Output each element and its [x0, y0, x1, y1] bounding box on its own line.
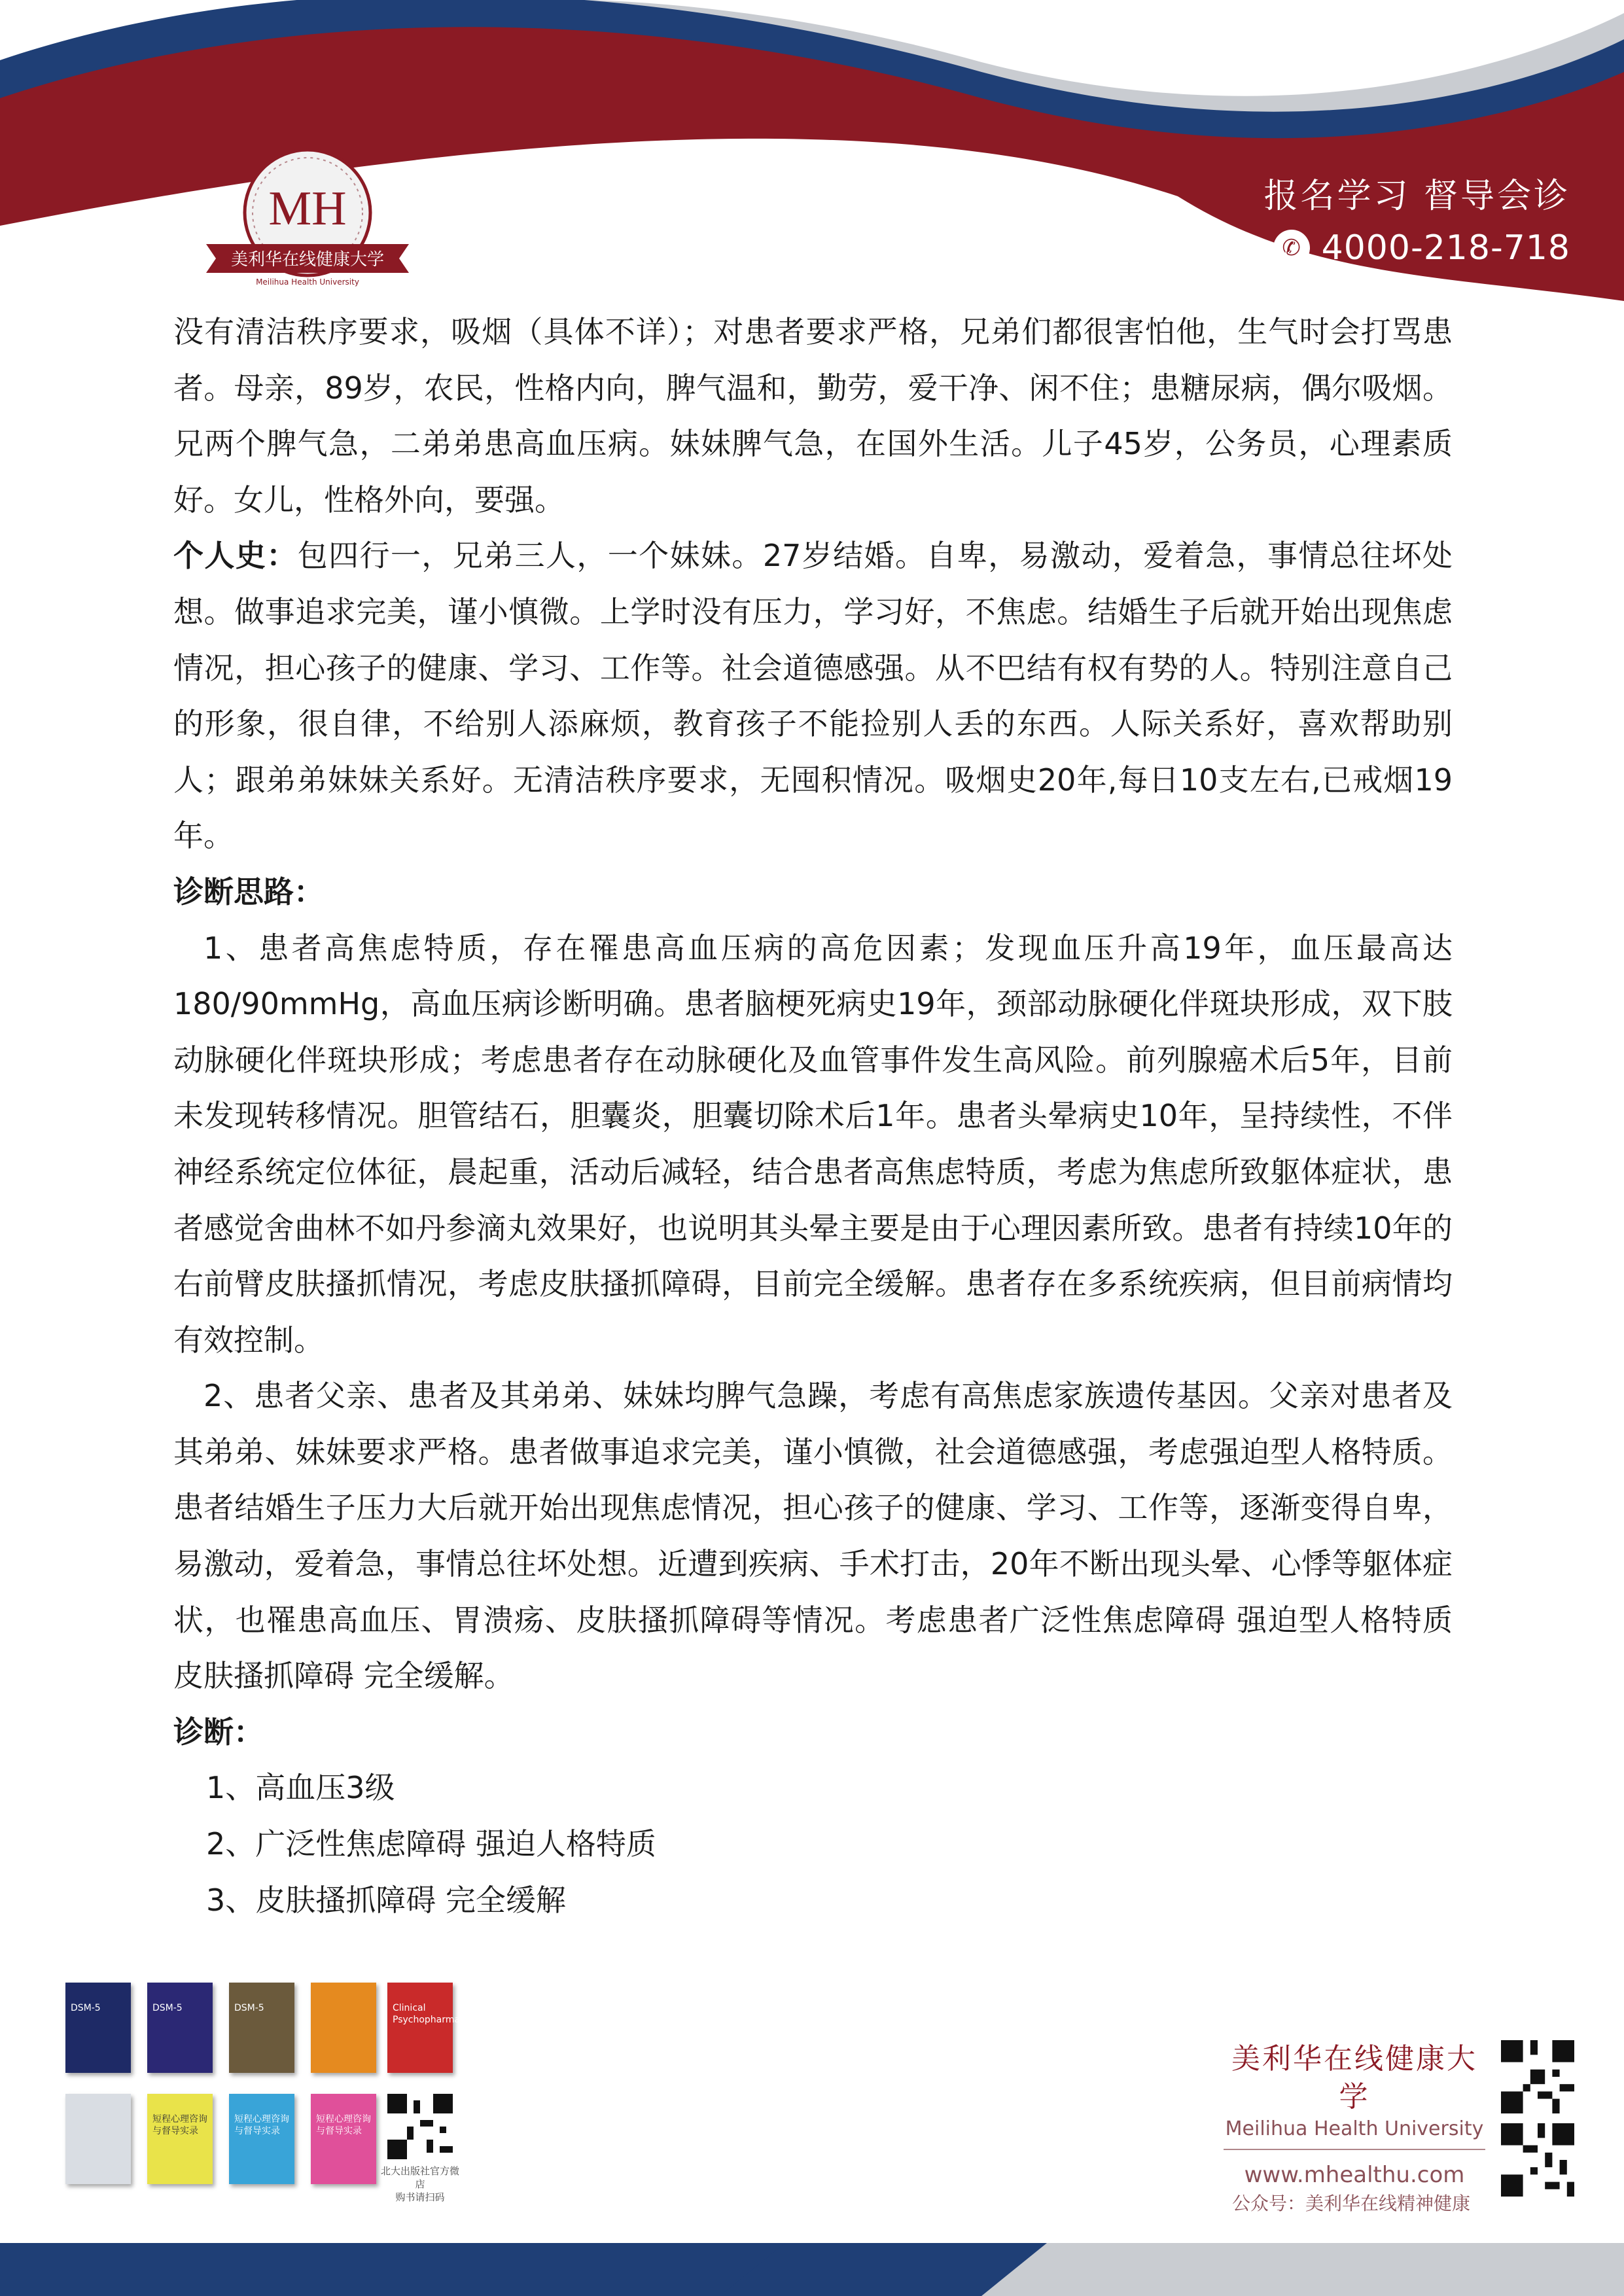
personal-history-text: 包四行一，兄弟三人，一个妹妹。27岁结婚。自卑，易激动，爱着急，事情总往坏处想。做事追求完美，谨小慎微。上学时没有压力，学习好，不焦虑。结婚生子后就开始出现焦虑情况，担心孩子的健康、学习、工作等。社会道德感强。从不巴结有权有势的人。特别注意自己的形象，很自律，不给别人添麻烦，教育孩子不能捡别人丢的东西。人际关系好，喜欢帮助别人；跟弟弟妹妹关系好。无清洁秩序要求，无囤积情况。吸烟史20年,每日10支左右,已戒烟19年。 [173, 538, 1453, 854]
book-cover[interactable] [311, 1983, 376, 2073]
book-cover[interactable]: DSM-5 [147, 1983, 213, 2073]
personal-history-label: 个人史： [173, 538, 298, 574]
footer-bar [0, 2243, 1624, 2296]
logo-en: Meilihua Health University [256, 277, 359, 287]
reasoning-point-1: 1、患者高焦虑特质，存在罹患高血压病的高危因素；发现血压升高19年，血压最高达180/90mmHg，高血压病诊断明确。患者脑梗死病史19年，颈部动脉硬化伴斑块形成，双下肢动脉硬化伴斑块形成；考虑患者存在动脉硬化及血管事件发生高风险。前列腺癌术后5年，目前未发现转移情况。胆管结石，胆囊炎，胆囊切除术后1年。患者头晕病史10年，呈持续性，不伴神经系统定位体征，晨起重，活动后减轻，结合患者高焦虑特质，考虑为焦虑所致躯体症状，患者感觉舍曲林不如丹参滴丸效果好，也说明其头晕主要是由于心理因素所致。患者有持续10年的右前臂皮肤搔抓情况，考虑皮肤搔抓障碍，目前完全缓解。患者存在多系统疾病，但目前病情均有效控制。 [173, 930, 1453, 1358]
book-cover[interactable]: 短程心理咨询与督导实录 [147, 2094, 213, 2184]
website-link[interactable]: www.mhealthu.com [1244, 2162, 1465, 2188]
website-qr-code[interactable] [1501, 2040, 1574, 2113]
family-history-paragraph: 没有清洁秩序要求，吸烟（具体不详）；对患者要求严格，兄弟们都很害怕他，生气时会打骂患者。母亲，89岁，农民，性格内向，脾气温和，勤劳，爱干净、闲不住；患糖尿病，偶尔吸烟。兄两个脾气急，二弟弟患高血压病。妹妹脾气急，在国外生活。儿子45岁，公务员，心理素质好。女儿，性格外向，要强。 [173, 314, 1453, 518]
book-promo [65, 1983, 490, 2203]
diagnosis-item: 2、广泛性焦虑障碍 强迫人格特质 [206, 1826, 656, 1862]
logo-initials: MH [268, 182, 347, 236]
book-cover[interactable]: DSM-5 [65, 1983, 131, 2073]
book-cover[interactable]: 短程心理咨询与督导实录 [311, 2094, 376, 2184]
diagnosis-heading: 诊断： [173, 1714, 264, 1750]
reasoning-point-2: 2、患者父亲、患者及其弟弟、妹妹均脾气急躁，考虑有高焦虑家族遗传基因。父亲对患者及其弟弟、妹妹要求严格。患者做事追求完美，谨小慎微，社会道德感强，考虑强迫型人格特质。患者结婚生子压力大后就开始出现焦虑情况，担心孩子的健康、学习、工作等，逐渐变得自卑，易激动，爱着急，事情总往坏处想。近遭到疾病、手术打击，20年不断出现头晕、心悸等躯体症状，也罹患高血压、胃溃疡、皮肤搔抓障碍等情况。考虑患者广泛性焦虑障碍 强迫型人格特质 皮肤搔抓障碍 完全缓解。 [173, 1378, 1453, 1694]
divider [1224, 2149, 1485, 2150]
university-name-cn: 美利华在线健康大学 [1231, 2042, 1477, 2113]
book-cover[interactable]: Clinical Psychopharmacology [387, 1983, 453, 2073]
shop-note: 北大出版社官方微店 购书请扫码 [380, 2165, 459, 2203]
shop-qr-code[interactable] [387, 2094, 453, 2159]
reasoning-heading: 诊断思路： [173, 874, 324, 910]
personal-history-paragraph [173, 528, 1453, 864]
diagnosis-item: 3、皮肤搔抓障碍 完全缓解 [206, 1882, 566, 1918]
university-name-en: Meilihua Health University [1225, 2117, 1484, 2140]
university-contact [1224, 2040, 1485, 2217]
university-logo [200, 147, 415, 294]
header-slogan: 报名学习 督导会诊 [1263, 177, 1570, 216]
logo-cn: 美利华在线健康大学 [230, 250, 385, 270]
book-cover[interactable]: 短程心理咨询与督导实录 [229, 2094, 294, 2184]
phone-icon: ✆ [1273, 230, 1310, 266]
diagnosis-item: 1、高血压3级 [206, 1770, 395, 1806]
book-cover[interactable]: DSM-5 [229, 1983, 294, 2073]
document-body [173, 304, 1453, 1928]
wechat-account: 公众号：美利华在线精神健康 [1231, 2193, 1470, 2214]
book-cover[interactable] [65, 2094, 131, 2184]
header-contact [1263, 173, 1570, 268]
wechat-qr-code[interactable] [1501, 2123, 1574, 2197]
phone-number[interactable]: 4000-218-718 [1321, 228, 1570, 268]
